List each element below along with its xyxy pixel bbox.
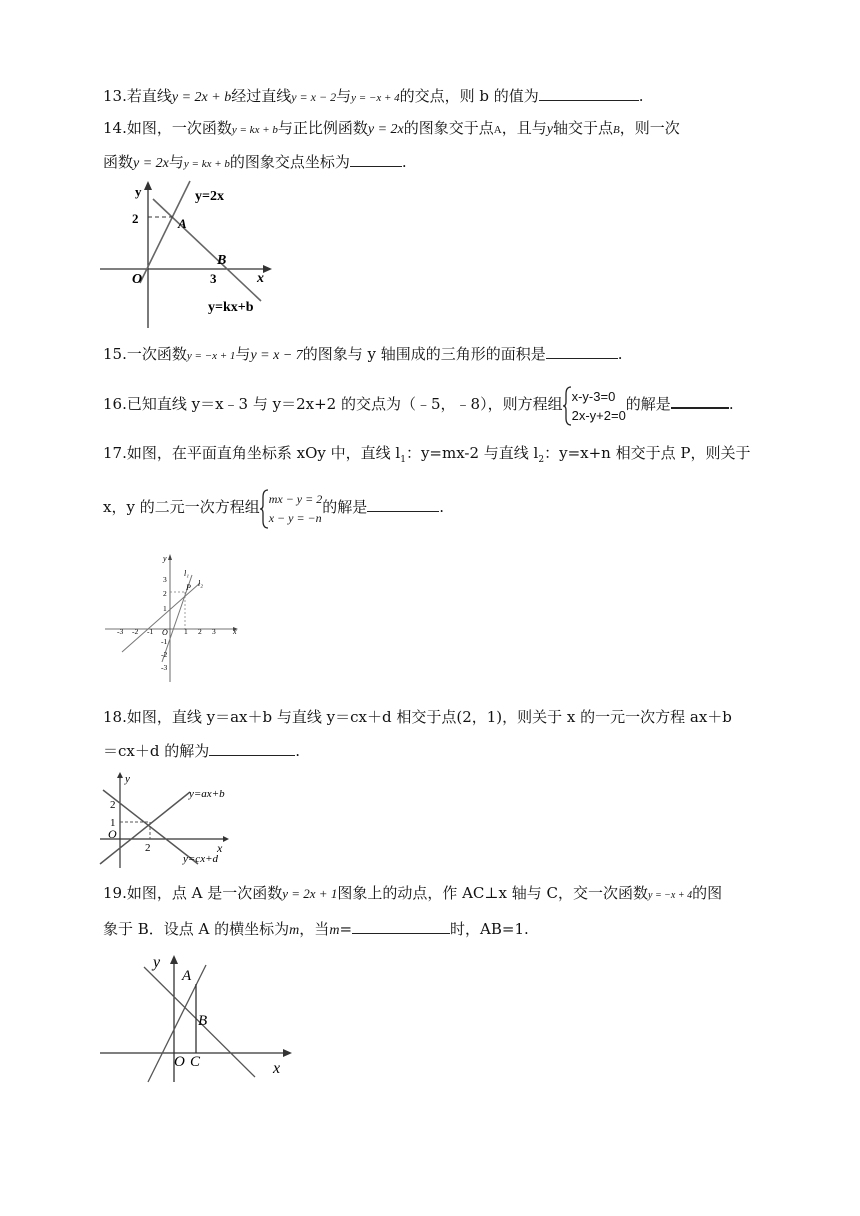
axis-x-label: x	[233, 627, 237, 636]
answer-blank[interactable]	[350, 152, 402, 167]
line-label: y=cx+d	[183, 853, 218, 865]
question-19-line-2: 象于 B．设点 A 的横坐标为m，当m= 时，AB=1.	[103, 920, 529, 938]
tick-label: -1	[161, 637, 168, 646]
point-a-label: A	[182, 968, 192, 984]
origin-label: O	[174, 1054, 185, 1070]
question-15: 15.一次函数y = −x + 1与y = x − 7的图象与 y 轴围成的三角形的面积是 .	[103, 345, 623, 363]
line-label: l₂	[198, 579, 204, 588]
tick-label: 3	[212, 627, 216, 636]
figure-q18	[95, 770, 245, 870]
answer-blank[interactable]	[546, 344, 618, 359]
tick-label: 1	[184, 627, 188, 636]
origin-label: O	[132, 272, 143, 287]
tick-label: 1	[163, 604, 167, 613]
figure-q14	[95, 178, 285, 338]
tick-label: -3	[117, 627, 124, 636]
tick-label: 2	[110, 799, 116, 811]
tick-label: 2	[132, 211, 139, 226]
line-label: y=kx+b	[208, 300, 254, 315]
question-18-line-1: 18.如图，直线 y＝ax＋b 与直线 y＝cx＋d 相交于点(2，1)，则关于 x 的一元一次方程 ax＋b	[103, 708, 732, 726]
tick-label: -1	[147, 627, 154, 636]
tick-label: 2	[163, 589, 167, 598]
question-19-line-1: 19.如图，点 A 是一次函数y = 2x + 1图象上的动点，作 AC⊥x 轴与 C，交一次函数y = −x + 4的图	[103, 884, 723, 902]
equation-system: x-y-3=0 2x-y+2=0	[563, 385, 626, 426]
figure-q19	[95, 950, 300, 1085]
y-tick-labels	[161, 575, 167, 672]
tick-label: 3	[163, 575, 167, 584]
question-16: 16.已知直线 y＝x﹣3 与 y＝2x+2 的交点为（﹣5，﹣8），则方程组 x-y-3=0 2x-y+2=0的解是 .	[103, 384, 734, 426]
point-b-label: B	[198, 1013, 208, 1029]
line-label: y=2x	[195, 189, 224, 204]
question-17-line-1: 17.如图，在平面直角坐标系 xOy 中，直线 $l_1$：y=mx-2 与直线 $l_2$：y=x+n 相交于点 P，则关于	[103, 444, 751, 465]
line-label: l₁	[184, 569, 190, 578]
answer-blank[interactable]	[352, 919, 450, 934]
axis-x-label: x	[273, 1060, 281, 1077]
tick-label: 3	[210, 271, 217, 286]
question-13: 13.若直线y = 2x + b经过直线y = x − 2与y = −x + 4的交点，则 b 的值为 .	[103, 87, 644, 105]
point-c-label: C	[190, 1054, 201, 1070]
answer-blank[interactable]	[539, 86, 639, 101]
axis-y-label: y	[135, 184, 142, 199]
tick-label: -2	[161, 650, 168, 659]
axis-y-label: y	[153, 954, 161, 971]
question-14-line-2: 函数y = 2x与y = kx + b的图象交点坐标为 .	[103, 153, 407, 171]
answer-blank[interactable]	[209, 741, 295, 756]
axis-x-label: x	[257, 271, 264, 286]
origin-label: O	[108, 827, 117, 841]
point-p-label: P	[186, 583, 191, 592]
axis-y-label: y	[125, 773, 130, 785]
answer-blank[interactable]	[367, 497, 439, 512]
equation-system: mx − y = 2 x − y = −n	[260, 488, 323, 529]
figure-q17	[100, 550, 245, 685]
question-17-line-2: x，y 的二元一次方程组 mx − y = 2 x − y = −n的解是 .	[103, 487, 444, 529]
tick-label: 1	[110, 817, 116, 829]
tick-label: -3	[161, 663, 168, 672]
point-a-label: A	[178, 216, 187, 231]
axis-x-label: x	[217, 841, 223, 855]
point-b-label: B	[217, 253, 227, 268]
answer-blank[interactable]	[671, 393, 729, 409]
tick-label: 2	[145, 842, 151, 854]
tick-label: 2	[198, 627, 202, 636]
origin-label: O	[162, 628, 168, 637]
question-14-line-1: 14.如图，一次函数y = kx + b与正比例函数y = 2x的图象交于点A，且与y轴交于点B，则一次	[103, 119, 680, 137]
axis-y-label: y	[163, 554, 167, 563]
question-18-line-2: ＝cx＋d 的解为 .	[103, 742, 301, 760]
tick-label: -2	[132, 627, 139, 636]
line-label: y=ax+b	[189, 788, 225, 800]
